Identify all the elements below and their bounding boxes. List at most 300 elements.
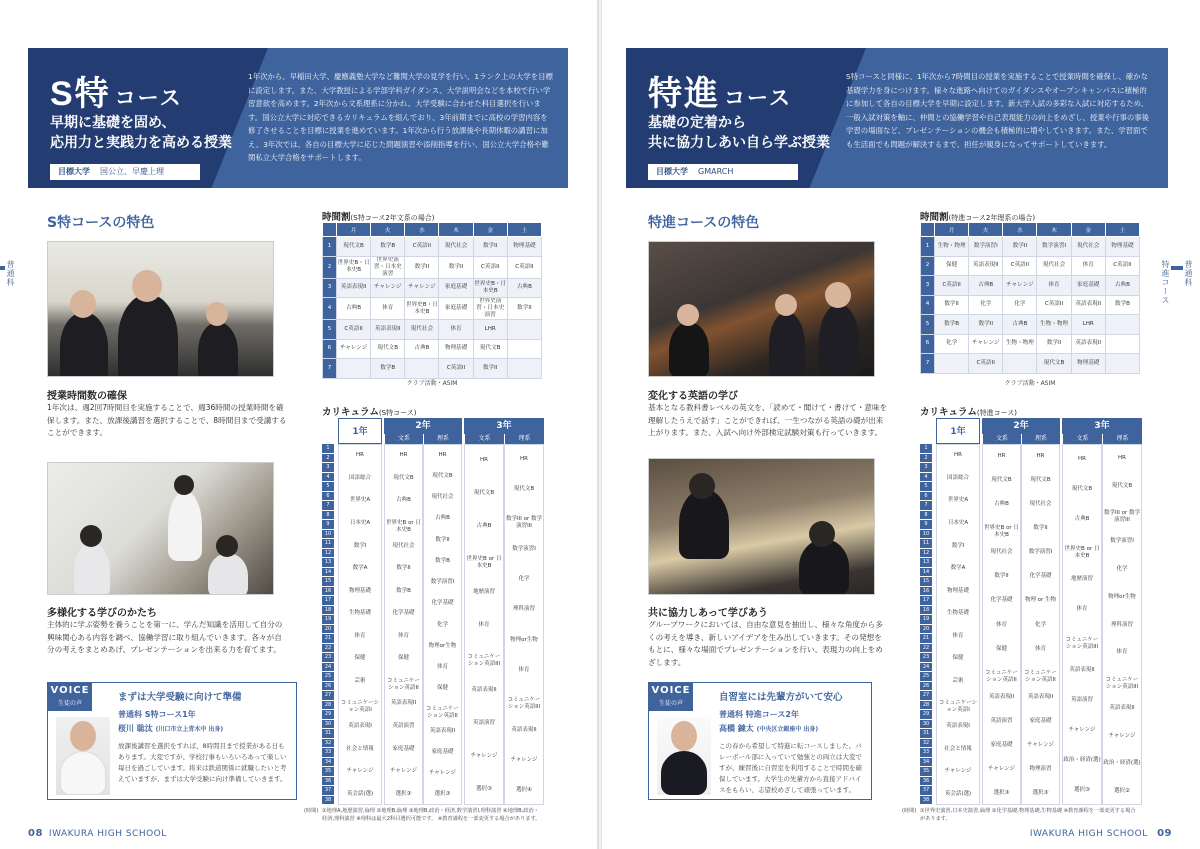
course-description: 1年次から、早稲田大学、慶應義塾大学など難関大学の見学を行い、1ランク上の大学を目標に設定します。また、大学教授による学部学科ガイダンス、大学説明会などを本校で行い学習意欲を高めます。2年次から文系理系に分かれ、大学受験に合わせた科目選択を行います。国公立大学に対応できるカリキュラムを組んでおり、3年前期までに高校の学習内容を修了させることを目標に授業を進めています。1年次から行う放課後や長期休暇の講習に加え、3年次では、各自の目標大学に応じた問題演習や添削指導を行い、国公立大学合格や難関私立大学合格をサポートします。 (248, 72, 553, 162)
subject-cell: 体育 (354, 632, 366, 639)
curriculum-footer: ①世界史演習,日本史演習,倫理 ②化学基礎,物理基礎,生物基礎 ※教育課程を一部変更する場合があります。 (920, 808, 1136, 822)
period-number: 19 (322, 615, 334, 625)
subject-cell: 英語表現II (390, 700, 417, 707)
subject-cell: 選択④ (516, 786, 532, 793)
subject-cell: 選択③ (476, 785, 492, 792)
timetable-title: 時間割(S特コース2年文系の場合) (322, 212, 435, 223)
subject-cell: HR (480, 457, 488, 464)
period-number: 17 (322, 596, 334, 606)
subject-cell: 物理演習 (1029, 765, 1052, 772)
bunkei-header: 文系 (1062, 434, 1102, 444)
subject-cell: 数学II (1033, 525, 1048, 532)
student-portrait (56, 717, 110, 795)
subject-cell: 現代文B (432, 472, 453, 479)
timetable-cell: 現代文B (371, 339, 405, 359)
page-folio: 08 IWAKURA HIGH SCHOOL (28, 828, 167, 839)
timetable-cell: 世界史B・日本史B (405, 298, 439, 320)
period-number: 32 (920, 739, 932, 749)
period-number: 5 (921, 315, 935, 335)
day-header: 月 (935, 223, 969, 237)
timetable-cell (1105, 315, 1139, 335)
period-number: 8 (322, 511, 334, 521)
period-number: 1 (921, 237, 935, 257)
rikei-header: 理系 (504, 434, 544, 444)
student-voice (47, 682, 297, 800)
day-header: 水 (405, 223, 439, 237)
timetable-cell: 体育 (371, 298, 405, 320)
subject-cell: 日本史A (349, 519, 371, 526)
subject-cell: コミュニケーション英語II (387, 677, 420, 691)
period-number: 33 (920, 748, 932, 758)
subject-cell: 数学B (435, 557, 450, 564)
subject-cell: 体育 (397, 632, 409, 639)
heading-class-hours: 授業時間数の確保 (47, 391, 127, 402)
day-header: 水 (1003, 223, 1037, 237)
subject-cell: 体育 (518, 666, 530, 673)
feature-title: 特進コースの特色 (648, 215, 760, 231)
subject-cell: 英語演習 (1070, 696, 1093, 703)
period-number: 23 (920, 653, 932, 663)
subject-cell: 保健 (952, 655, 964, 662)
group-work-photo (648, 458, 875, 595)
subject-cell: 理科演習 (512, 606, 535, 613)
period-number: 13 (322, 558, 334, 568)
period-number: 25 (322, 672, 334, 682)
subject-cell: 家庭基礎 (431, 748, 454, 755)
curriculum-title: カリキュラム(S特コース) (322, 407, 417, 418)
period-number: 36 (920, 777, 932, 787)
subject-cell: 化学 (1116, 565, 1128, 572)
timetable-row (323, 278, 542, 298)
period-number: 4 (323, 298, 337, 320)
period-number: 14 (322, 568, 334, 578)
timetable-cell: 数学演習I (969, 237, 1003, 257)
timetable-cell: 数学B (371, 359, 405, 379)
timetable-cell: 数学II (473, 359, 507, 379)
subject-cell: 数学III or 数学演習III (506, 516, 542, 530)
subject-cell: 選択③ (1074, 786, 1090, 793)
subject-cell: 英語表現II (1109, 704, 1135, 711)
period-number: 15 (322, 577, 334, 587)
voice-text: 放課後講習を選択をすれば、8時間目まで授業がある日もあります。大変ですが、学校行事もいろいろあって楽しい毎日を過ごしています。将来は鉄道関係に就職したいと考えていますが、まずは大学受験に向け準備していきます。 (118, 742, 287, 783)
period-number: 4 (920, 473, 932, 483)
subject-cell: 数学演習I (1110, 538, 1134, 545)
timetable-cell: 体育 (439, 320, 473, 340)
voice-text: この春から希望して特進に転コースしました。バレーボール部に入っていて勉強との両立は大変ですが、練習後に自習室を利用することで時間を確保しています。大学生の先輩方から直接アドバイスをもらい、志望校めざして頑張っています。 (719, 742, 862, 794)
timetable-cell: C英語II (1003, 256, 1037, 276)
curriculum-column (982, 444, 1021, 805)
subject-cell: 英語表現I (946, 723, 970, 730)
subject-cell: 生物基礎 (946, 610, 969, 617)
curriculum-column (504, 444, 544, 805)
subject-cell: コミュニケーション英語II (426, 706, 459, 720)
timetable-row (323, 298, 542, 320)
timetable-cell: 古典B (337, 298, 371, 320)
text-class-hours: 1年次は、週2回7時間目を実施することで、週36時間の授業時間を確保します。また、放課後講習を選択することで、8時間目まで受講することができます。 (47, 403, 287, 437)
subject-cell: 世界史B or 日本史B (1064, 546, 1100, 560)
timetable-cell: 生物・物理 (1037, 315, 1071, 335)
timetable-cell: 数学II (507, 298, 541, 320)
period-number: 16 (322, 587, 334, 597)
year2-header: 2年 (384, 418, 462, 434)
timetable-cell: 保健 (935, 256, 969, 276)
period-number: 14 (920, 568, 932, 578)
subject-cell: 家庭基礎 (990, 741, 1013, 748)
subject-cell: 数学II (994, 573, 1009, 580)
day-header: 金 (473, 223, 507, 237)
period-number: 2 (323, 256, 337, 278)
subject-cell: 現代文B (393, 474, 414, 481)
subject-cell: HR (520, 456, 528, 463)
period-number: 29 (322, 710, 334, 720)
period-number: 25 (920, 672, 932, 682)
timetable-cell: 現代文B (337, 237, 371, 257)
timetable-cell: チャレンジ (371, 278, 405, 298)
subject-cell: コミュニケーション英語III (1065, 636, 1099, 650)
curriculum-table (920, 418, 1142, 806)
period-number: 12 (920, 549, 932, 559)
subject-cell: 古典B (994, 501, 1009, 508)
timetable-cell: 古典B (405, 339, 439, 359)
subject-cell: HR (1118, 454, 1126, 461)
period-number: 27 (322, 691, 334, 701)
subject-cell: コミュニケーション英語I (938, 700, 978, 714)
subject-cell: チャレンジ (987, 765, 1016, 772)
subject-cell: 選択③ (434, 791, 451, 798)
subject-cell: 数学演習I (1028, 549, 1053, 556)
rikei-header: 理系 (1021, 434, 1060, 444)
timetable-cell: 古典B (1003, 315, 1037, 335)
timetable-cell: 体育 (1071, 256, 1105, 276)
period-column (920, 444, 932, 805)
subject-cell: HR (954, 452, 962, 459)
subject-cell: 選択③ (1032, 789, 1049, 796)
subject-cell: 体育 (436, 663, 448, 670)
tokushin-banner (626, 48, 1168, 188)
subject-cell: 現代文B (1071, 486, 1093, 493)
period-number: 9 (920, 520, 932, 530)
timetable-cell: 数学II (405, 256, 439, 278)
timetable-cell: 数学II (1037, 334, 1071, 354)
day-header: 土 (1105, 223, 1139, 237)
period-number: 21 (920, 634, 932, 644)
subject-cell: 物理or生物 (1108, 593, 1136, 600)
timetable-cell: 数学B (935, 315, 969, 335)
year1-header: 1年 (338, 418, 382, 444)
timetable-cell: 英語表現II (337, 278, 371, 298)
timetable-cell (935, 354, 969, 374)
period-number: 11 (920, 539, 932, 549)
subject-cell: 英会話(選) (944, 790, 972, 797)
period-number: 19 (920, 615, 932, 625)
timetable-cell: 家庭基礎 (439, 298, 473, 320)
subject-cell: 社会と情報 (944, 745, 972, 752)
period-number: 21 (322, 634, 334, 644)
timetable-cell: 古典B (507, 278, 541, 298)
subject-cell: 英語表現I (348, 723, 372, 730)
subject-cell: チャレンジ (389, 768, 418, 775)
subject-cell: 英語表現II (429, 727, 456, 734)
subject-cell: 現代文B (513, 486, 535, 493)
timetable-row (921, 237, 1140, 257)
bunkei-header: 文系 (384, 434, 423, 444)
timetable-row (921, 315, 1140, 335)
curriculum-footer: ①地理A,地歴演習,倫理 ②地理B,倫理 ③地理B,政治・経済,数学演習I,理科演習 ④地理B,政治・経済,理科演習 ※理科は最大2科目選択可能です。 ※教育課程を一部変更する場合があります。 (322, 808, 541, 822)
timetable-cell: C英語II (507, 256, 541, 278)
period-number: 1 (323, 237, 337, 257)
timetable-cell: 家庭基礎 (439, 278, 473, 298)
period-number: 20 (322, 625, 334, 635)
subject-cell: 英語表現II (511, 726, 537, 733)
period-number: 37 (920, 786, 932, 796)
period-number: 38 (322, 796, 334, 806)
timetable-cell: C英語II (1105, 256, 1139, 276)
subject-cell: 世界史B or 日本史B (984, 525, 1019, 539)
timetable-cell: チャレンジ (1003, 276, 1037, 296)
timetable-footer: クラブ活動・ASIM (1004, 380, 1056, 387)
timetable-cell: 生物・物理 (935, 237, 969, 257)
subject-cell: 選択② (1114, 788, 1130, 795)
timetable-cell: チャレンジ (405, 278, 439, 298)
timetable-cell: 物理基礎 (439, 339, 473, 359)
subject-cell: コミュニケーション英語II (985, 669, 1018, 683)
english-class-photo (648, 241, 875, 377)
subject-cell: 政治・経済(選) (1103, 760, 1141, 767)
subject-cell: 家庭基礎 (392, 745, 415, 752)
timetable-cell (507, 359, 541, 379)
subject-cell: 現代文B (1030, 477, 1051, 484)
period-number: 29 (920, 710, 932, 720)
subject-cell: HR (356, 452, 364, 459)
presentation-photo (47, 462, 274, 595)
student-voice (648, 682, 872, 800)
voice-title: 自習室には先輩方がいて安心 (719, 692, 843, 703)
timetable-cell: 現代社会 (1037, 256, 1071, 276)
period-number: 6 (921, 334, 935, 354)
timetable-cell: 化学 (935, 334, 969, 354)
subject-cell: HR (997, 453, 1006, 460)
timetable-row (323, 256, 542, 278)
period-number: 2 (921, 256, 935, 276)
subject-cell: コミュニケーション英語II (1024, 669, 1057, 683)
period-number: 35 (322, 767, 334, 777)
feature-title: S特コースの特色 (47, 215, 155, 231)
subject-cell: 政治・経済(選) (1063, 756, 1101, 763)
period-number: 8 (920, 511, 932, 521)
day-header: 金 (1071, 223, 1105, 237)
rikei-header: 理系 (423, 434, 462, 444)
timetable-cell: C英語II (439, 359, 473, 379)
subject-cell: 体育 (1116, 649, 1128, 656)
timetable-cell: 体育 (1037, 276, 1071, 296)
subject-cell: 体育 (478, 621, 490, 628)
subject-cell: チャレンジ (346, 768, 374, 775)
timetable-cell: 英語表現II (1071, 334, 1105, 354)
period-number: 9 (322, 520, 334, 530)
subject-cell: 保健 (995, 645, 1007, 652)
curriculum-column (1062, 444, 1102, 805)
period-number: 3 (323, 278, 337, 298)
student-portrait (657, 717, 711, 795)
subject-cell: HR (399, 452, 408, 459)
side-index: 普通科 特進コース (1161, 260, 1193, 305)
voice-course: 普通科 特進コース2年 (719, 710, 799, 719)
subject-cell: コミュニケーション英語III (507, 696, 541, 710)
period-number: 30 (322, 720, 334, 730)
subject-cell: 数学II (435, 536, 450, 543)
heading-english: 変化する英語の学び (648, 391, 738, 402)
period-number: 37 (322, 786, 334, 796)
left-page (0, 0, 598, 849)
heading-diverse-learning: 多様化する学びのかたち (47, 608, 157, 619)
subject-cell: コミュニケーション英語III (467, 654, 501, 668)
voice-tag: VOICE 生徒の声 (649, 683, 693, 711)
voice-title: まずは大学受験に向けて準備 (118, 692, 242, 703)
subject-cell: 数学A (352, 565, 368, 572)
period-number: 7 (322, 501, 334, 511)
side-index: 普通科 (4, 260, 16, 302)
subject-cell: 化学基礎 (431, 600, 454, 607)
period-number: 18 (322, 606, 334, 616)
curriculum-column (384, 444, 423, 805)
subject-cell: 選択③ (993, 789, 1010, 796)
subject-cell: 生物基礎 (348, 610, 371, 617)
subject-cell: 英語演習 (472, 719, 495, 726)
subject-cell: 英会話(選) (346, 790, 374, 797)
course-title: 特進 コース (648, 75, 792, 113)
timetable-cell: C英語II (473, 256, 507, 278)
timetable-cell: 現代文B (473, 339, 507, 359)
timetable (920, 222, 1140, 374)
timetable-cell: 数学II (1003, 237, 1037, 257)
curriculum-table (322, 418, 544, 806)
subject-cell: 現代社会 (431, 494, 454, 501)
period-number: 31 (322, 729, 334, 739)
timetable-cell: 現代社会 (1071, 237, 1105, 257)
voice-tag: VOICE 生徒の声 (48, 683, 92, 711)
subject-cell: 数学III or 数学演習III (1104, 510, 1140, 524)
subject-cell: 化学 (518, 576, 530, 583)
subject-cell: 世界史B or 日本史B (386, 519, 421, 533)
subject-cell: 英語表現II (1069, 666, 1095, 673)
day-header: 火 (969, 223, 1003, 237)
timetable-cell (507, 339, 541, 359)
classroom-photo (47, 241, 274, 377)
timetable-cell: C英語II (935, 276, 969, 296)
period-number: 3 (920, 463, 932, 473)
year1-header: 1年 (936, 418, 980, 444)
subject-cell: 現代社会 (392, 542, 415, 549)
subject-cell: 日本史A (947, 519, 969, 526)
period-number: 36 (322, 777, 334, 787)
timetable-row (323, 339, 542, 359)
curriculum-title: カリキュラム(特進コース) (920, 407, 1018, 418)
timetable-cell: 数学II (969, 315, 1003, 335)
period-number: 4 (322, 473, 334, 483)
period-label: (時間) (902, 808, 917, 814)
subject-cell: チャレンジ (428, 770, 457, 777)
subject-cell: 物理 or 生物 (1024, 597, 1057, 604)
subject-cell: 数学A (950, 565, 966, 572)
subject-cell: 物理基礎 (946, 587, 969, 594)
timetable-cell: 世界史B・日本史B (473, 278, 507, 298)
subject-cell: 芸術 (354, 677, 366, 684)
timetable-cell: LHR (473, 320, 507, 340)
page-folio: IWAKURA HIGH SCHOOL 09 (1029, 828, 1172, 839)
subject-cell: 古典B (1074, 516, 1090, 523)
subject-cell: 体育 (1076, 606, 1088, 613)
period-number: 22 (322, 644, 334, 654)
subject-cell: チャレンジ (1108, 732, 1136, 739)
timetable-cell: 数学II (439, 256, 473, 278)
subject-cell: 英語表現II (471, 687, 497, 694)
subject-cell: 現代文B (1111, 482, 1133, 489)
period-number: 7 (921, 354, 935, 374)
timetable-cell: 古典B (1105, 276, 1139, 296)
timetable-cell: 現代社会 (405, 320, 439, 340)
period-number: 5 (323, 320, 337, 340)
day-header: 月 (337, 223, 371, 237)
subject-cell: 数学B (396, 587, 411, 594)
bunkei-header: 文系 (982, 434, 1021, 444)
curriculum-column (936, 444, 980, 805)
period-number: 34 (322, 758, 334, 768)
period-number: 2 (322, 454, 334, 464)
timetable-cell: 数学B (1105, 295, 1139, 315)
period-number: 23 (322, 653, 334, 663)
subject-cell: 現代社会 (990, 549, 1013, 556)
period-number: 32 (322, 739, 334, 749)
timetable-cell: 古典B (969, 276, 1003, 296)
period-number: 10 (322, 530, 334, 540)
timetable-cell (1105, 334, 1139, 354)
timetable-row (921, 276, 1140, 296)
timetable-cell: 物理基礎 (507, 237, 541, 257)
timetable-row (323, 320, 542, 340)
timetable-cell: 世界史演習・日本史演習 (371, 256, 405, 278)
period-number: 1 (920, 444, 932, 454)
subject-cell: 古典B (396, 497, 411, 504)
period-number: 18 (920, 606, 932, 616)
period-number: 27 (920, 691, 932, 701)
subject-cell: 化学 (1034, 621, 1046, 628)
curriculum-column (1021, 444, 1060, 805)
subject-cell: 理科演習 (1110, 621, 1133, 628)
timetable-cell: 物理基礎 (1105, 237, 1139, 257)
target-university: 目標大学 GMARCH (648, 164, 798, 180)
subject-cell: 体育 (995, 621, 1007, 628)
right-page (602, 0, 1200, 849)
subject-cell: 物理基礎 (348, 587, 371, 594)
subject-cell: 地歴演習 (1070, 576, 1093, 583)
subject-cell: 国語総合 (348, 474, 371, 481)
subject-cell: 化学基礎 (392, 610, 415, 617)
subject-cell: 化学 (436, 621, 448, 628)
timetable-row (921, 295, 1140, 315)
timetable-cell: 数学II (935, 295, 969, 315)
period-number: 28 (322, 701, 334, 711)
day-header: 木 (439, 223, 473, 237)
subject-cell: 保健 (354, 655, 366, 662)
subject-cell: 物理or生物 (428, 642, 457, 649)
period-number: 34 (920, 758, 932, 768)
subject-cell: HR (438, 451, 447, 458)
day-header: 土 (507, 223, 541, 237)
timetable-row (323, 359, 542, 379)
period-number: 15 (920, 577, 932, 587)
subject-cell: 数学I (951, 542, 965, 549)
timetable (322, 222, 542, 379)
